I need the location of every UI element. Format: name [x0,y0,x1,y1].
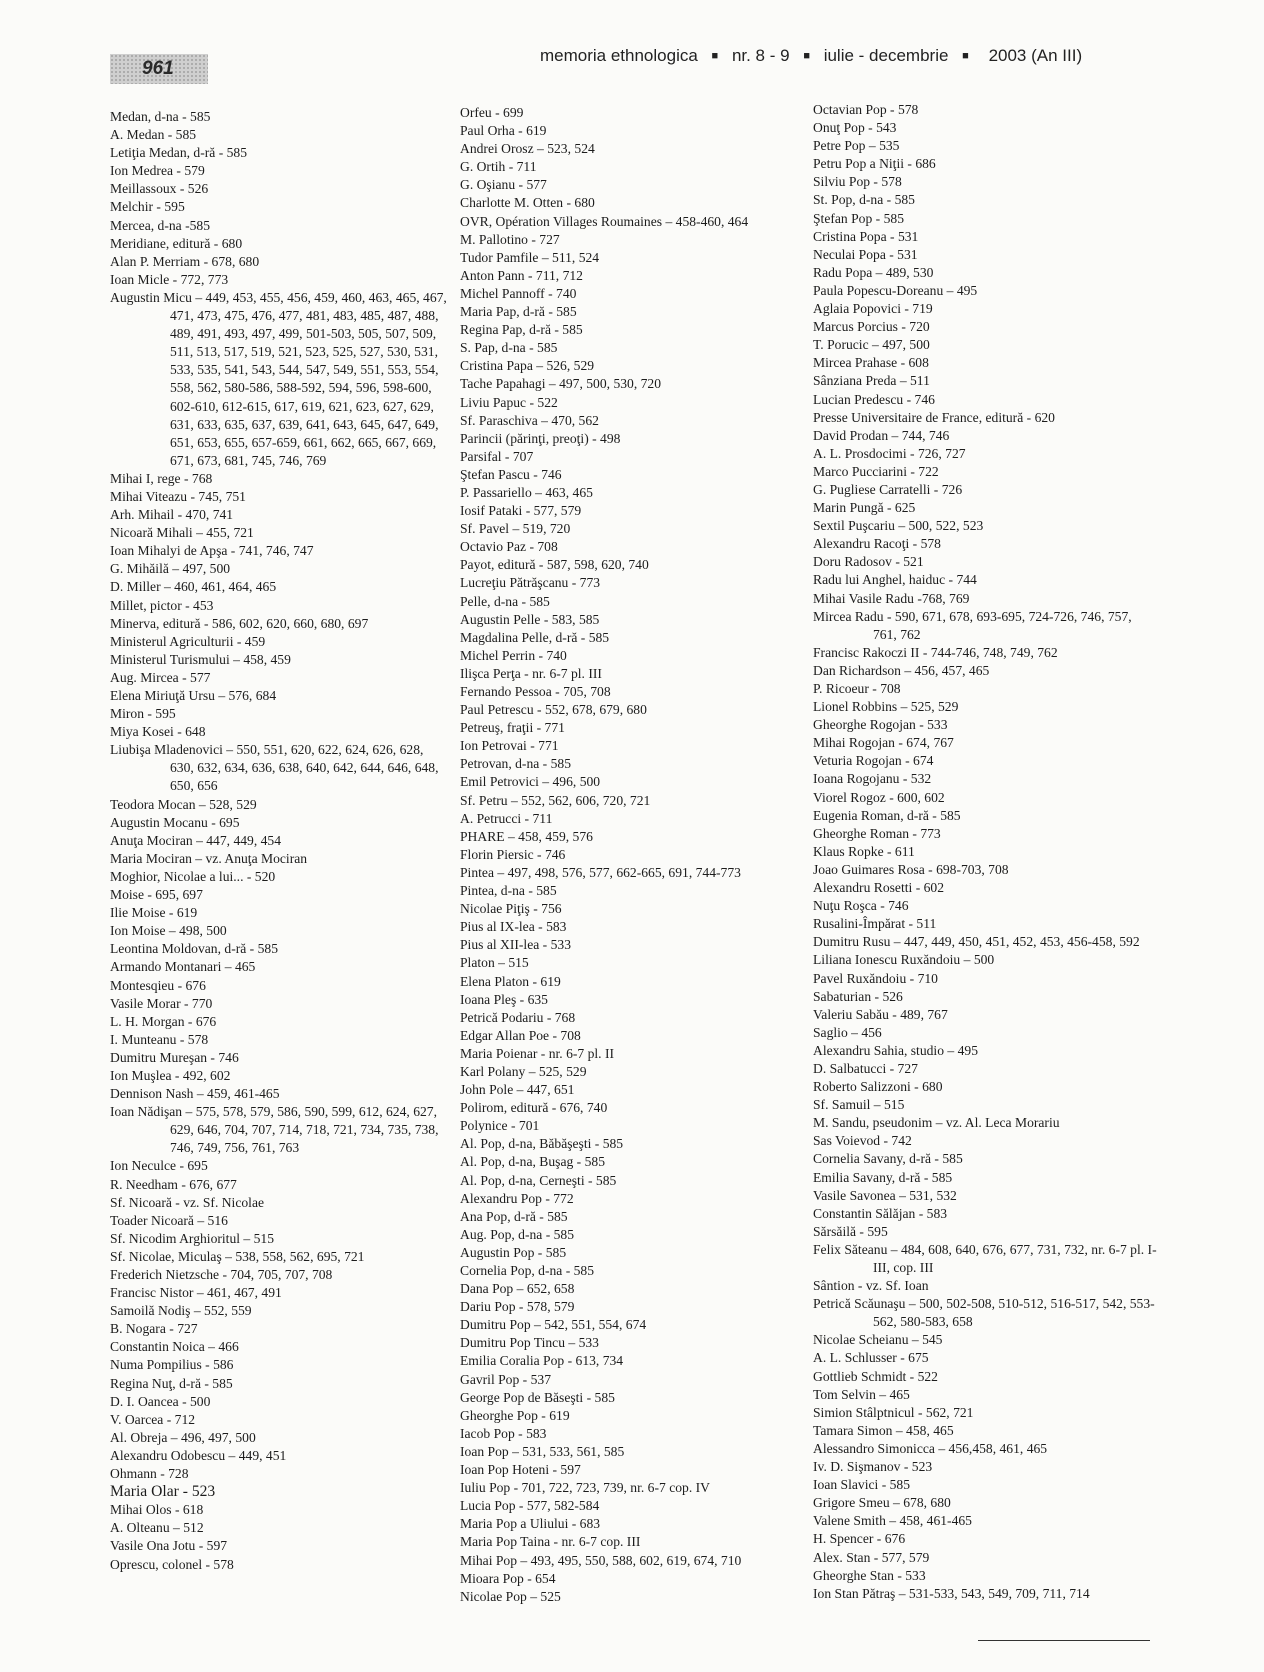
index-entry: Ioan Mihalyi de Apşa - 741, 746, 747 [110,543,314,559]
journal-title: memoria ethnologica [540,46,698,65]
index-entry: Parsifal - 707 [460,448,534,464]
index-entry: Mihai Pop – 493, 495, 550, 588, 602, 619, 674, 710 [460,1552,742,1568]
index-entry: Aug. Pop, d-na - 585 [460,1226,575,1242]
index-entry: Maria Pap, d-ră - 585 [460,304,577,320]
index-entry: Cristina Popa - 531 [813,228,919,244]
index-entry: D. I. Oancea - 500 [110,1393,211,1409]
index-entry: Michel Pannoff - 740 [460,285,577,301]
index-entry: Liliana Ionescu Ruxăndoiu – 500 [813,952,995,968]
index-entry: Gheorghe Stan - 533 [813,1567,926,1583]
index-entry: Vasile Morar - 770 [110,995,213,1011]
index-entry: Simion Stâlptnicul - 562, 721 [813,1404,974,1420]
index-entry: Maria Olar - 523 [110,1483,216,1501]
issue-number: nr. 8 - 9 [731,46,790,65]
index-entry: Mioara Pop - 654 [460,1570,556,1586]
index-entry: Gheorghe Roman - 773 [813,825,941,841]
index-entry: Ion Petrovai - 771 [460,738,559,754]
index-entry: Maria Pop a Uliului - 683 [460,1516,601,1532]
index-entry: Sextil Puşcariu – 500, 522, 523 [813,518,984,534]
index-entry: Polynice - 701 [460,1118,540,1134]
index-entry: Radu lui Anghel, haiduc - 744 [813,572,977,588]
index-entry: Marco Pucciarini - 722 [813,463,939,479]
index-entry: Roberto Salizzoni - 680 [813,1079,943,1095]
index-entry: Cornelia Pop, d-na - 585 [460,1263,595,1278]
index-entry: Petre Pop – 535 [813,138,900,154]
index-entry: Polirom, editură - 676, 740 [460,1100,608,1116]
index-entry: Vasile Savonea – 531, 532 [813,1187,957,1203]
index-entry: Dan Richardson – 456, 457, 465 [813,662,990,678]
index-entry: Ioana Pleş - 635 [460,991,548,1007]
index-entry: Tache Papahagi – 497, 500, 530, 720 [460,376,662,392]
index-entry: Tamara Simon – 458, 465 [813,1422,954,1438]
index-entry: Ministerul Turismului – 458, 459 [110,651,291,667]
index-entry: Rusalini-Împărat - 511 [813,916,937,932]
index-entry: Samoilă Nodiş – 552, 559 [110,1303,252,1319]
index-entry: Nicolae Piţiş - 756 [460,901,562,917]
index-entry: Gheorghe Pop - 619 [460,1407,570,1423]
index-entry: I. Munteanu - 578 [110,1031,209,1047]
index-entry: Alexandru Pop - 772 [460,1190,574,1206]
index-entry: Mircea Radu - 590, 671, 678, 693-695, 724-726, 746, 757, 761, 762 [813,608,1132,642]
index-entry: Dennison Nash – 459, 461-465 [110,1086,280,1102]
index-entry: Augustin Pop - 585 [460,1244,567,1260]
index-entry: Michel Perrin - 740 [460,647,567,663]
index-entry: Vasile Ona Jotu - 597 [110,1538,228,1554]
index-entry: Petrică Podariu - 768 [460,1009,576,1025]
index-entry: George Pop de Băseşti - 585 [460,1389,615,1405]
index-entry: Minerva, editură - 586, 602, 620, 660, 680, 697 [110,615,369,631]
index-entry: Radu Popa – 489, 530 [813,264,934,280]
index-entry: Emilia Savany, d-ră - 585 [813,1169,953,1185]
index-entry: Regina Nuţ, d-ră - 585 [110,1375,233,1391]
index-entry: Ştefan Pop - 585 [813,210,904,226]
index-entry: Meillassoux - 526 [110,181,209,197]
index-entry: Ion Moise – 498, 500 [110,923,227,939]
index-entry: Elena Miriuţă Ursu – 576, 684 [110,688,277,703]
index-entry: Alexandru Odobescu – 449, 451 [110,1447,287,1463]
index-entry: Alexandru Rosetti - 602 [813,880,945,896]
index-entry: Karl Polany – 525, 529 [460,1063,587,1079]
index-entry: Paul Petrescu - 552, 678, 679, 680 [460,702,647,718]
index-entry: Armando Montanari – 465 [110,959,256,975]
index-entry: Ion Stan Pătraş – 531-533, 543, 549, 709, 711, 714 [813,1585,1090,1601]
index-entry: Frederich Nietzsche - 704, 705, 707, 708 [110,1267,333,1282]
index-entry: St. Pop, d-na - 585 [813,192,915,208]
index-entry: Sf. Petru – 552, 562, 606, 720, 721 [460,792,651,808]
index-entry: Ilişca Perţa - nr. 6-7 pl. III [460,665,602,681]
index-entry: Magdalina Pelle, d-ră - 585 [460,629,610,645]
index-entry: Marin Pungă - 625 [813,500,916,516]
index-entry: Presse Universitaire de France, editură - 620 [813,409,1055,425]
index-entry: V. Oarcea - 712 [110,1411,196,1427]
index-entry: Alexandru Racoţi - 578 [813,536,941,552]
index-entry: Letiţia Medan, d-ră - 585 [110,145,248,161]
index-entry: Pavel Ruxăndoiu - 710 [813,970,938,986]
index-entry: OVR, Opération Villages Roumaines – 458-460, 464 [460,213,749,229]
index-entry: Emil Petrovici – 496, 500 [460,774,601,790]
index-entry: A. L. Prosdocimi - 726, 727 [813,445,966,461]
index-entry: L. H. Morgan - 676 [110,1013,217,1029]
index-entry: M. Sandu, pseudonim – vz. Al. Leca Morariu [813,1115,1060,1131]
index-entry: Valene Smith – 458, 461-465 [813,1513,972,1529]
index-entry: Alex. Stan - 577, 579 [813,1549,930,1565]
index-column-1 [110,108,450,1574]
index-entry: T. Porucic – 497, 500 [813,337,930,353]
page-number: 961 [110,54,208,84]
index-entry: Neculai Popa - 531 [813,246,918,262]
index-entry: H. Spencer - 676 [813,1531,906,1547]
index-entry: David Prodan – 744, 746 [813,427,950,443]
index-entry: Platon – 515 [460,955,529,971]
issue-year: 2003 (An III) [988,46,1083,65]
index-entry: Ion Medrea - 579 [110,163,205,179]
index-entry: Iacob Pop - 583 [460,1425,547,1441]
index-entry: Constantin Sălăjan - 583 [813,1205,948,1221]
separator-square-icon: ■ [803,50,810,62]
index-entry: Tom Selvin – 465 [813,1386,910,1402]
index-entry: Fernando Pessoa - 705, 708 [460,684,611,699]
index-entry: Ministerul Agriculturii - 459 [110,633,266,649]
index-entry: Saglio – 456 [813,1024,882,1040]
issue-period: iulie - decembrie [823,46,949,65]
index-entry: Ioan Pop Hoteni - 597 [460,1462,581,1478]
index-entry: Dumitru Pop Tincu – 533 [460,1335,599,1351]
index-entry: D. Salbatucci - 727 [813,1060,918,1076]
index-entry: Grigore Smeu – 678, 680 [813,1495,951,1511]
index-entry: Elena Platon - 619 [460,973,561,989]
index-entry: Valeriu Sabău - 489, 767 [813,1006,948,1022]
index-entry: PHARE – 458, 459, 576 [460,828,593,844]
index-entry: Pius al IX-lea - 583 [460,919,567,935]
index-entry: Millet, pictor - 453 [110,597,214,613]
index-entry: Orfeu - 699 [460,105,524,120]
index-entry: Edgar Allan Poe - 708 [460,1027,581,1043]
index-entry: Sântion - vz. Sf. Ioan [813,1278,929,1294]
index-entry: Iv. D. Sişmanov - 523 [813,1459,933,1475]
journal-running-head [540,46,1230,66]
index-entry: Lucreţiu Pătrăşcanu - 773 [460,575,601,591]
index-entry: Ion Muşlea - 492, 602 [110,1067,231,1083]
index-entry: Sas Voievod - 742 [813,1133,912,1149]
index-entry: Mihai Rogojan - 674, 767 [813,735,954,751]
index-entry: Sf. Pavel – 519, 720 [460,521,571,537]
index-entry: Anton Pann - 711, 712 [460,267,583,283]
index-entry: Emilia Coralia Pop - 613, 734 [460,1353,624,1369]
index-entry: Lionel Robbins – 525, 529 [813,699,959,715]
index-entry: Constantin Noica – 466 [110,1339,239,1355]
index-entry: Mircea Prahase - 608 [813,355,929,371]
index-entry: Pintea – 497, 498, 576, 577, 662-665, 691, 744-773 [460,864,741,880]
index-entry: Oprescu, colonel - 578 [110,1556,234,1572]
index-entry: Payot, editură - 587, 598, 620, 740 [460,557,649,573]
index-entry: Octavian Pop - 578 [813,102,919,117]
index-entry: Nicoară Mihali – 455, 721 [110,525,254,541]
index-entry: Pintea, d-na - 585 [460,883,557,899]
index-entry: Sf. Nicoară - vz. Sf. Nicolae [110,1194,265,1210]
index-entry: A. Petrucci - 711 [460,810,553,826]
index-entry: Miron - 595 [110,706,176,722]
index-entry: Onuţ Pop - 543 [813,120,897,136]
index-entry: Nicolae Pop – 525 [460,1588,561,1604]
index-entry: Al. Pop, d-na, Cerneşti - 585 [460,1172,617,1188]
index-entry: Maria Mociran – vz. Anuţa Mociran [110,850,308,866]
index-entry: Medan, d-na - 585 [110,109,211,124]
index-entry: Maria Pop Taina - nr. 6-7 cop. III [460,1534,641,1550]
index-entry: Francisc Rakoczi II - 744-746, 748, 749, 762 [813,644,1058,660]
index-entry: Ştefan Pascu - 746 [460,466,562,482]
index-entry: Octavio Paz - 708 [460,539,558,555]
index-entry: M. Pallotino - 727 [460,231,560,247]
index-entry: Alan P. Merriam - 678, 680 [110,253,260,269]
index-entry: Mercea, d-na -585 [110,217,211,233]
index-entry: Moghior, Nicolae a lui... - 520 [110,868,276,884]
index-entry: Al. Pop, d-na, Buşag - 585 [460,1154,605,1170]
index-entry: Ohmann - 728 [110,1466,189,1482]
index-entry: Augustin Mocanu - 695 [110,814,240,830]
index-entry: A. Medan - 585 [110,127,197,143]
index-entry: Ioana Rogojanu - 532 [813,771,932,787]
index-entry: Toader Nicoară – 516 [110,1212,228,1228]
index-entry: G. Pugliese Carratelli - 726 [813,481,963,497]
index-entry: Ioan Pop – 531, 533, 561, 585 [460,1443,625,1459]
index-entry: Ioan Micle - 772, 773 [110,271,229,287]
footer-rule [978,1640,1150,1641]
index-entry: Dana Pop – 652, 658 [460,1281,575,1297]
index-entry: Liubişa Mladenovici – 550, 551, 620, 622, 624, 626, 628, 630, 632, 634, 636, 638, 640, 642, 644, 646, 648, 650, 656 [110,742,439,794]
index-entry: Eugenia Roman, d-ră - 585 [813,807,961,823]
index-entry: Gheorghe Rogojan - 533 [813,717,948,733]
index-entry: Mihai Olos - 618 [110,1502,204,1518]
index-entry: Iuliu Pop - 701, 722, 723, 739, nr. 6-7 cop. IV [460,1480,710,1496]
page-header [0,0,1264,90]
index-entry: G. Mihăilă – 497, 500 [110,561,231,577]
index-entry: Arh. Mihail - 470, 741 [110,507,234,523]
index-entry: Ioan Nădişan – 575, 578, 579, 586, 590, 599, 612, 624, 627, 629, 646, 704, 707, 714, 718, 721, 734, 735, 738, 746, 749, 756, 761, 763 [110,1104,439,1156]
index-entry: Viorel Rogoz - 600, 602 [813,789,945,805]
index-entry: Moise - 695, 697 [110,887,203,903]
index-entry: Parincii (părinţi, preoţi) - 498 [460,430,621,446]
index-entry: Sabaturian - 526 [813,988,903,1004]
index-entry: Sărsăilă - 595 [813,1223,888,1239]
index-entry: Mihai Viteazu - 745, 751 [110,488,246,504]
index-entry: A. L. Schlusser - 675 [813,1350,929,1366]
index-entry: Dariu Pop - 578, 579 [460,1299,575,1315]
index-entry: Alessandro Simonicca – 456,458, 461, 465 [813,1440,1048,1456]
index-entry: Pelle, d-na - 585 [460,593,550,609]
index-entry: Iosif Pataki - 577, 579 [460,503,582,519]
index-entry: Montesqieu - 676 [110,977,206,993]
index-entry: Mihai I, rege - 768 [110,470,213,486]
index-entry: D. Miller – 460, 461, 464, 465 [110,579,277,595]
index-entry: Petrică Scăunaşu – 500, 502-508, 510-512, 516-517, 542, 553-562, 580-583, 658 [813,1296,1155,1330]
index-entry: Meridiane, editură - 680 [110,235,243,251]
index-entry: Cornelia Savany, d-ră - 585 [813,1151,963,1167]
index-entry: Leontina Moldovan, d-ră - 585 [110,941,278,957]
index-column-3 [813,101,1158,1603]
index-entry: Gottlieb Schmidt - 522 [813,1368,938,1384]
index-entry: Sânziana Preda – 511 [813,373,930,389]
index-entry: Paul Orha - 619 [460,123,547,139]
index-entry: Ion Neculce - 695 [110,1158,208,1174]
index-entry: Sf. Nicodim Arghioritul – 515 [110,1230,275,1246]
index-entry: Al. Pop, d-na, Băbăşeşti - 585 [460,1136,624,1152]
index-entry: P. Passariello – 463, 465 [460,484,593,500]
index-entry: Melchir - 595 [110,199,185,215]
index-entry: Dumitru Rusu – 447, 449, 450, 451, 452, 453, 456-458, 592 [813,934,1140,950]
index-entry: R. Needham - 676, 677 [110,1176,237,1192]
index-entry: Ilie Moise - 619 [110,905,198,921]
index-entry: Francisc Nistor – 461, 467, 491 [110,1285,282,1301]
index-entry: Doru Radosov - 521 [813,554,924,570]
index-entry: A. Olteanu – 512 [110,1520,204,1536]
index-entry: Tudor Pamfile – 511, 524 [460,249,600,265]
index-entry: John Pole – 447, 651 [460,1082,575,1098]
index-entry: Teodora Mocan – 528, 529 [110,796,257,812]
index-entry: Dumitru Mureşan - 746 [110,1049,239,1065]
index-entry: Al. Obreja – 496, 497, 500 [110,1429,256,1445]
index-entry: Veturia Rogojan - 674 [813,753,934,769]
separator-square-icon: ■ [962,50,969,62]
index-entry: Silviu Pop - 578 [813,174,902,190]
index-entry: Lucian Predescu - 746 [813,391,935,407]
index-entry: Augustin Pelle - 583, 585 [460,611,600,627]
index-entry: G. Ortih - 711 [460,159,537,175]
index-entry: Pius al XII-lea - 533 [460,937,571,953]
index-entry: Felix Săteanu – 484, 608, 640, 676, 677, 731, 732, nr. 6-7 pl. I-III, cop. III [813,1241,1157,1275]
index-entry: Cristina Papa – 526, 529 [460,358,595,374]
index-entry: Marcus Porcius - 720 [813,319,930,335]
index-entry: S. Pap, d-na - 585 [460,340,558,356]
index-entry: G. Oşianu - 577 [460,177,547,193]
index-entry: Lucia Pop - 577, 582-584 [460,1498,600,1514]
index-entry: Mihai Vasile Radu -768, 769 [813,590,970,606]
index-entry: Regina Pap, d-ră - 585 [460,322,583,338]
index-entry: Nicolae Scheianu – 545 [813,1332,943,1348]
index-entry: Liviu Papuc - 522 [460,394,558,410]
index-entry: Miya Kosei - 648 [110,724,206,740]
index-entry: Gavril Pop - 537 [460,1371,551,1387]
index-entry: Paula Popescu-Doreanu – 495 [813,282,978,298]
index-entry: Petreuş, fraţii - 771 [460,720,565,736]
index-entry: Dumitru Pop – 542, 551, 554, 674 [460,1317,647,1333]
index-entry: Ioan Slavici - 585 [813,1477,911,1493]
index-entry: Numa Pompilius - 586 [110,1357,234,1373]
index-entry: Aglaia Popovici - 719 [813,301,933,317]
index-entry: Andrei Orosz – 523, 524 [460,141,595,157]
index-column-2 [460,104,795,1606]
index-entry: B. Nogara - 727 [110,1321,198,1337]
index-entry: Klaus Ropke - 611 [813,843,915,859]
index-entry: Petrovan, d-na - 585 [460,756,571,772]
index-entry: Sf. Paraschiva – 470, 562 [460,412,599,428]
index-entry: Nuţu Roşca - 746 [813,898,909,914]
index-entry: Ana Pop, d-ră - 585 [460,1208,568,1224]
index-entry: Petru Pop a Niţii - 686 [813,156,936,172]
index-entry: Charlotte M. Otten - 680 [460,195,595,211]
index-entry: Joao Guimares Rosa - 698-703, 708 [813,861,1009,877]
separator-square-icon: ■ [711,50,719,62]
index-entry: Augustin Micu – 449, 453, 455, 456, 459, 460, 463, 465, 467, 471, 473, 475, 476, 477, 481, 483, 485, 487, 488, 489, 491, 493, 497, 499, 501-503, 505, 507, 509, 511, 513, 517, 519, 521, 523, 525, 527, 530, 531, 533, 535, 541, 543, 544, 547, 549, 551, 553, 554, 558, 562, 580-586, 588-592, 594, 596, 598-600, 602-610, 612-615, 617, 619, 621, 623, 627, 629, 631, 633, 635, 637, 639, 641, 643, 645, 647, 649, 651, 653, 655, 657-659, 661, 662, 665, 667, 669, 671, 673, 681, 745, 746, 769 [110,289,447,468]
index-entry: Aug. Mircea - 577 [110,669,211,685]
index-entry: Sf. Nicolae, Miculaş – 538, 558, 562, 695, 721 [110,1248,365,1264]
index-entry: Anuţa Mociran – 447, 449, 454 [110,832,282,848]
index-entry: Maria Poienar - nr. 6-7 pl. II [460,1045,615,1061]
index-entry: Alexandru Sahia, studio – 495 [813,1042,978,1058]
index-entry: Florin Piersic - 746 [460,846,566,862]
index-entry: P. Ricoeur - 708 [813,681,901,696]
index-entry: Sf. Samuil – 515 [813,1097,905,1113]
